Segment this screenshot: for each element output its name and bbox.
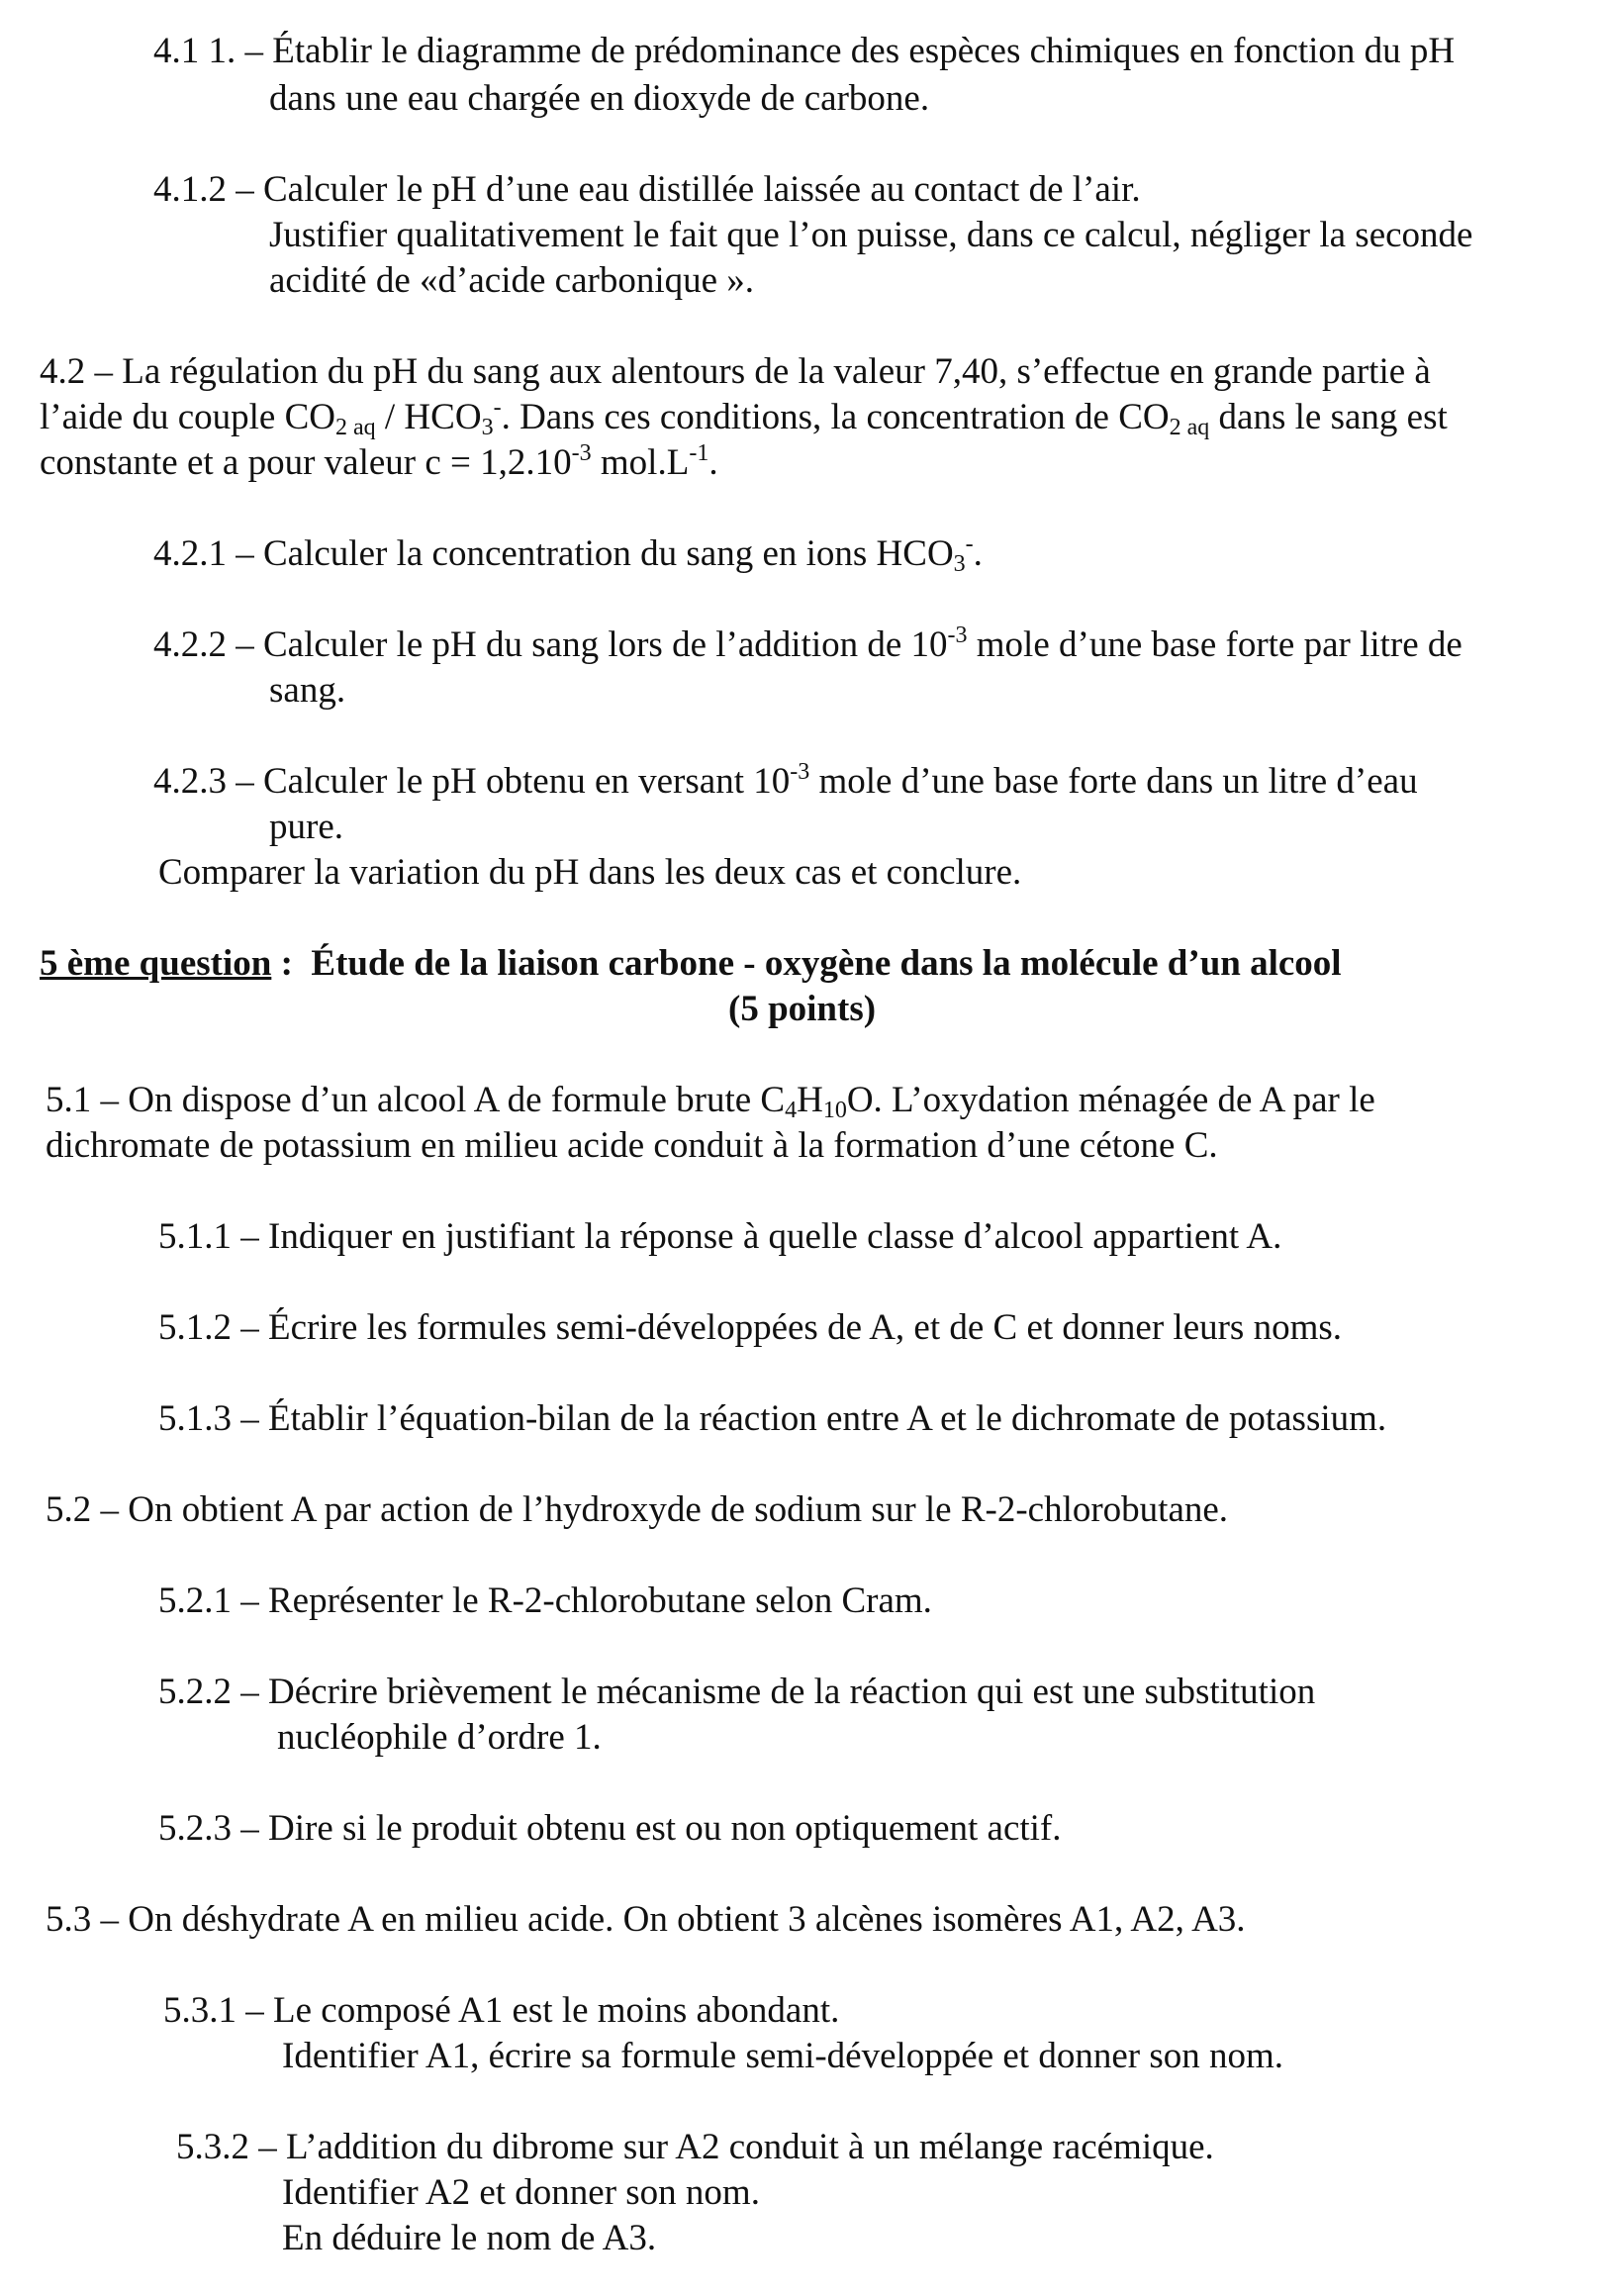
paragraph-5-2: 5.2 – On obtient A par action de l’hydroxyde de sodium sur le R-2-chlorobutane.: [46, 1489, 1229, 1530]
item-5-1-2: 5.1.2 – Écrire les formules semi-développées de A, et de C et donner leurs noms.: [158, 1307, 1343, 1348]
item-5-3-2-cont2: En déduire le nom de A3.: [282, 2218, 657, 2258]
item-5-3-1-cont: Identifier A1, écrire sa formule semi-développée et donner son nom.: [282, 2036, 1284, 2076]
item-4-2-2: 4.2.2 – Calculer le pH du sang lors de l’addition de $10^{-3}$ mole d’une base forte par litre de: [153, 622, 1462, 665]
item-4-2-conclusion: Comparer la variation du pH dans les deux cas et conclure.: [158, 852, 1022, 893]
paragraph-4-2-line2: l’aide du couple $CO_2$ $_{aq} / HCO_3^-$. Dans ces conditions, la concentration de $CO_2$ $_{aq}$ dans le sang est: [40, 395, 1448, 440]
item-4-2-3: 4.2.3 – Calculer le pH obtenu en versant $10^{-3}$ mole d’une base forte dans un litre d’eau: [153, 759, 1418, 802]
paragraph-4-2-line3: constante et a pour valeur $c = 1,2.10^{-3}$ $mol.L^{-1}$.: [40, 440, 718, 483]
paragraph-4-2: 4.2 – La régulation du pH du sang aux alentours de la valeur 7,40, s’effectue en grande partie à: [40, 351, 1431, 392]
item-5-2-2: 5.2.2 – Décrire brièvement le mécanisme de la réaction qui est une substitution: [158, 1672, 1316, 1712]
paragraph-5-1-line2: dichromate de potassium en milieu acide conduit à la formation d’une cétone C.: [46, 1125, 1218, 1166]
section-title: Étude de la liaison carbone - oxygène dans la molécule d’un alcool: [311, 943, 1342, 984]
item-5-1-3: 5.1.3 – Établir l’équation-bilan de la réaction entre A et le dichromate de potassium.: [158, 1398, 1387, 1439]
item-4-2-2-cont: sang.: [269, 670, 346, 711]
item-5-3-2: 5.3.2 – L’addition du dibrome sur A2 conduit à un mélange racémique.: [176, 2127, 1214, 2167]
item-4-1-2-cont2: acidité de «d’acide carbonique ».: [269, 260, 755, 301]
item-4-1-2-cont: Justifier qualitativement le fait que l’on puisse, dans ce calcul, négliger la seconde: [269, 215, 1473, 255]
item-5-3-2-cont: Identifier A2 et donner son nom.: [282, 2172, 760, 2213]
section-heading: 5 ème question : Étude de la liaison carbone - oxygène dans la molécule d’un alcool: [40, 943, 1342, 984]
section-points: (5 points): [728, 989, 877, 1029]
item-4-2-1: 4.2.1 – Calculer la concentration du sang en ions $HCO_3^-$.: [153, 531, 983, 577]
item-5-2-3: 5.2.3 – Dire si le produit obtenu est ou non optiquement actif.: [158, 1808, 1062, 1849]
item-5-2-2-cont: nucléophile d’ordre 1.: [277, 1717, 602, 1758]
item-4-1-1-cont: dans une eau chargée en dioxyde de carbone.: [269, 78, 930, 119]
item-4-2-3-cont: pure.: [269, 807, 343, 847]
section-label: 5 ème question: [40, 943, 272, 984]
item-5-1-1: 5.1.1 – Indiquer en justifiant la réponse à quelle classe d’alcool appartient A.: [158, 1216, 1282, 1257]
item-4-1-2: 4.1.2 – Calculer le pH d’une eau distillée laissée au contact de l’air.: [153, 169, 1141, 210]
item-5-3-1: 5.3.1 – Le composé A1 est le moins abondant.: [163, 1990, 840, 2031]
item-5-2-1: 5.2.1 – Représenter le R-2-chlorobutane selon Cram.: [158, 1580, 932, 1621]
paragraph-5-3: 5.3 – On déshydrate A en milieu acide. On obtient 3 alcènes isomères A1, A2, A3.: [46, 1899, 1246, 1940]
paragraph-5-1: 5.1 – On dispose d’un alcool A de formule brute $C_4H_{10}O$. L’oxydation ménagée de A par le: [46, 1080, 1375, 1123]
item-4-1-1: 4.1 1. – Établir le diagramme de prédominance des espèces chimiques en fonction du pH: [153, 31, 1456, 71]
